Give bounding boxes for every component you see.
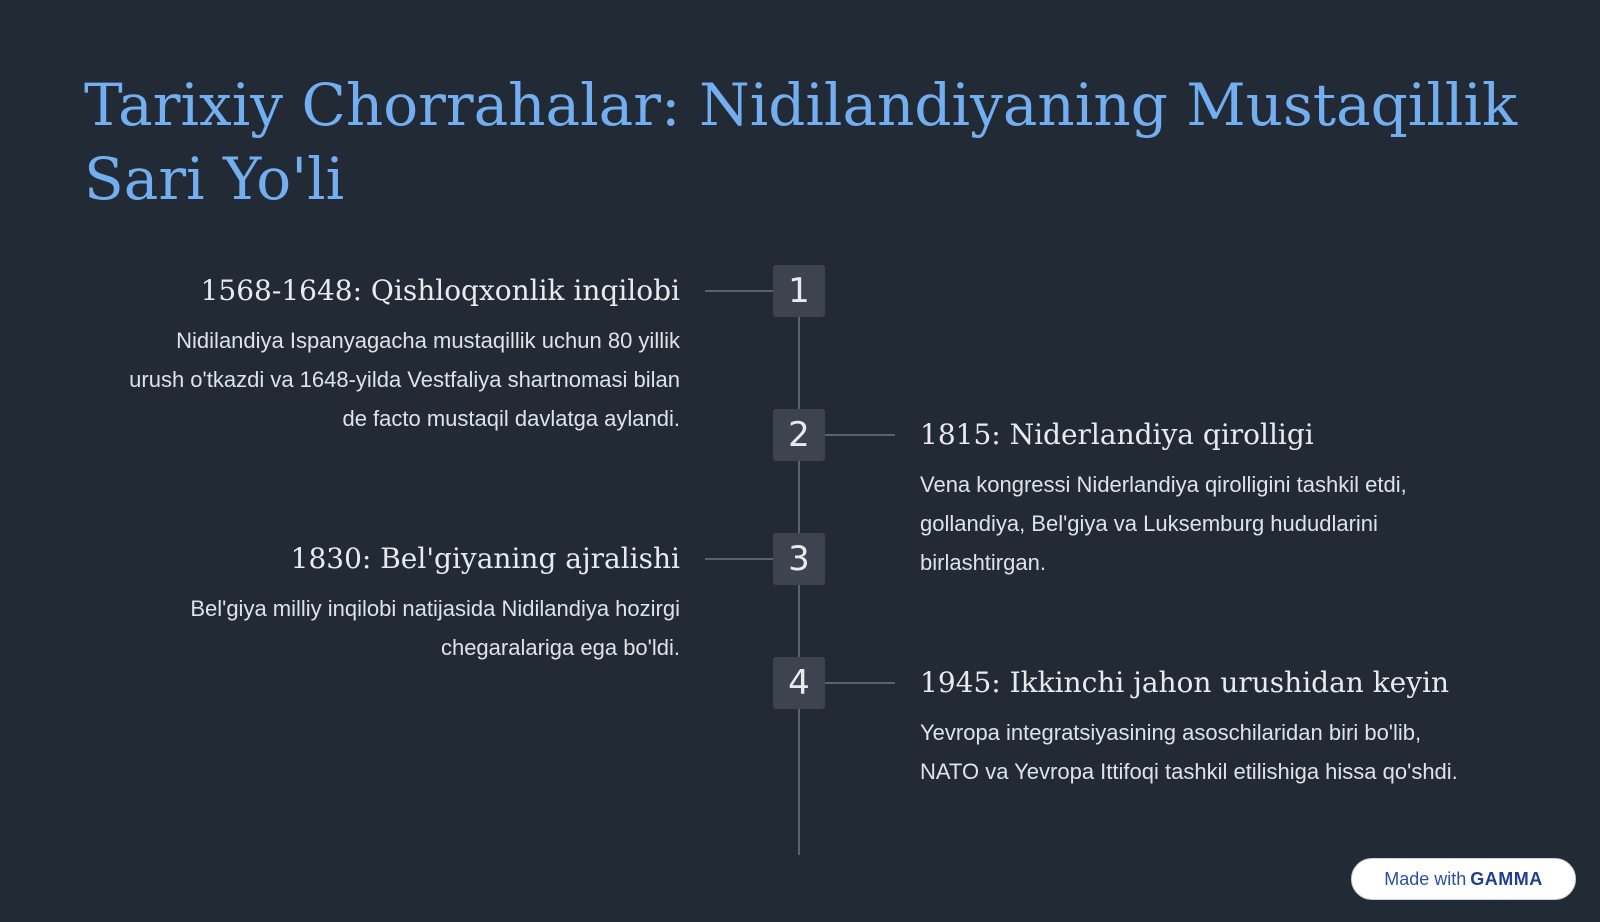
connector-2 xyxy=(825,434,895,436)
event-description: Nidilandiya Ispanyagacha mustaqillik uchun 80 yillik urush o'tkazdi va 1648-yilda Vestfaliya shartnomasi bilan de facto mustaqil davlatga aylandi. xyxy=(129,328,680,431)
event-description: Vena kongressi Niderlandiya qirolligini tashkil etdi, gollandiya, Bel'giya va Luksemburg hududlarini birlashtirgan. xyxy=(920,472,1407,575)
event-title: 1830: Bel'giyaning ajralishi xyxy=(290,542,680,575)
event-description: Bel'giya milliy inqilobi natijasida Nidilandiya hozirgi chegaralariga ega bo'ldi. xyxy=(190,596,680,660)
event-title: 1568-1648: Qishloqxonlik inqilobi xyxy=(200,274,680,307)
timeline-event-1 xyxy=(120,273,680,438)
connector-3 xyxy=(705,558,775,560)
connector-4 xyxy=(825,682,895,684)
timeline-marker-4: 4 xyxy=(773,657,825,709)
timeline-event-4 xyxy=(920,665,1480,791)
timeline-event-2 xyxy=(920,417,1480,582)
timeline-marker-1: 1 xyxy=(773,265,825,317)
connector-1 xyxy=(705,290,775,292)
page-title: Tarixiy Chorrahalar: Nidilandiyaning Mustaqillik Sari Yo'li xyxy=(84,71,1518,213)
event-description: Yevropa integratsiyasining asoschilaridan biri bo'lib, NATO va Yevropa Ittifoqi tashkil etilishiga hissa qo'shdi. xyxy=(920,720,1458,784)
timeline-marker-2: 2 xyxy=(773,409,825,461)
event-title: 1945: Ikkinchi jahon urushidan keyin xyxy=(920,666,1450,699)
made-with-gamma-badge[interactable] xyxy=(1351,858,1576,900)
gamma-logo: GAMMA xyxy=(1470,868,1543,889)
timeline-marker-3: 3 xyxy=(773,533,825,585)
event-title: 1815: Niderlandiya qirolligi xyxy=(920,418,1314,451)
badge-prefix: Made with xyxy=(1384,868,1467,889)
timeline-event-3 xyxy=(120,541,680,667)
